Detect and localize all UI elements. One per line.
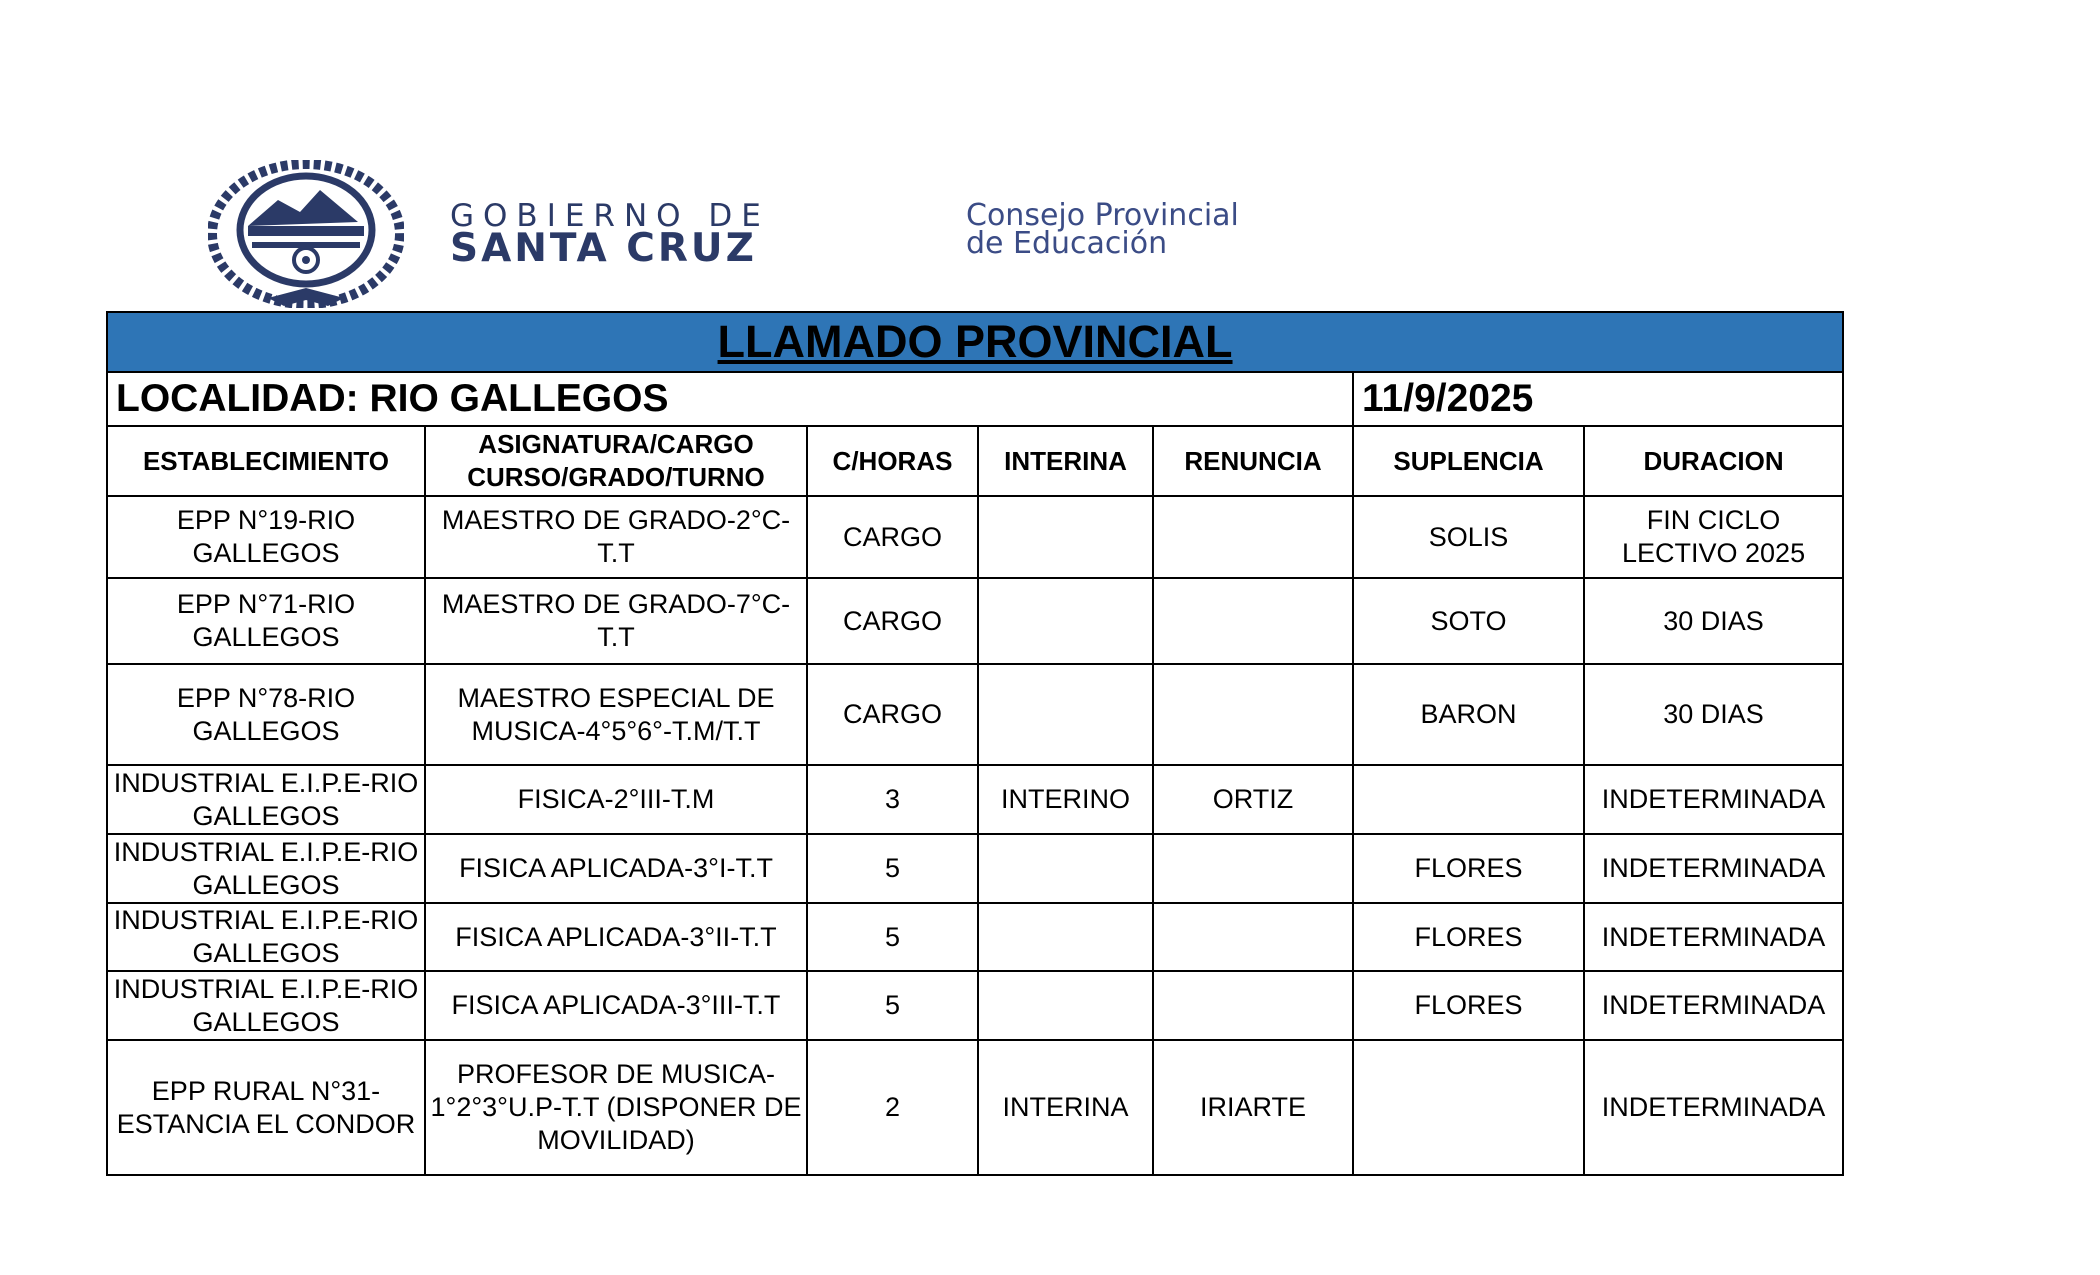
table-cell: ORTIZ [1153,765,1353,834]
table-cell: INDETERMINADA [1584,765,1843,834]
table-row [107,1040,1843,1175]
table-cell [1353,1040,1584,1175]
council-line-1: Consejo Provincial [966,198,1239,233]
table-row [107,971,1843,1040]
table-title: LLAMADO PROVINCIAL [107,312,1843,372]
council-line-2: de Educación [966,226,1168,261]
table-cell [978,971,1153,1040]
table-cell: 30 DIAS [1584,578,1843,664]
column-header: ASIGNATURA/CARGO CURSO/GRADO/TURNO [425,426,807,496]
column-header: C/HORAS [807,426,978,496]
table-cell: INTERINO [978,765,1153,834]
table-cell: INDETERMINADA [1584,1040,1843,1175]
table-row [107,834,1843,903]
column-header: ESTABLECIMIENTO [107,426,425,496]
table-row [107,664,1843,765]
table-cell: INDUSTRIAL E.I.P.E-RIO GALLEGOS [107,903,425,971]
llamado-table [106,311,1844,1176]
table-cell: CARGO [807,496,978,578]
table-cell [1153,496,1353,578]
table-cell [978,903,1153,971]
column-header: RENUNCIA [1153,426,1353,496]
table-cell [1153,971,1353,1040]
table-cell: PROFESOR DE MUSICA-1°2°3°U.P-T.T (DISPONER DE MOVILIDAD) [425,1040,807,1175]
document-header [0,0,2100,310]
table-cell: CARGO [807,578,978,664]
table-cell: 5 [807,834,978,903]
table-cell: MAESTRO DE GRADO-2°C-T.T [425,496,807,578]
table-cell [978,664,1153,765]
column-header: DURACION [1584,426,1843,496]
table-cell [978,834,1153,903]
table-cell: BARON [1353,664,1584,765]
government-name-bottom: SANTA CRUZ [450,226,757,271]
table-cell: 5 [807,971,978,1040]
government-name-top: GOBIERNO DE [450,198,770,234]
table-cell: EPP N°71-RIO GALLEGOS [107,578,425,664]
table-cell: FISICA-2°III-T.M [425,765,807,834]
table-cell: INDUSTRIAL E.I.P.E-RIO GALLEGOS [107,765,425,834]
table-cell: MAESTRO ESPECIAL DE MUSICA-4°5°6°-T.M/T.T [425,664,807,765]
table-cell: FLORES [1353,971,1584,1040]
table-cell [978,496,1153,578]
table-cell: FISICA APLICADA-3°III-T.T [425,971,807,1040]
table-cell: INDETERMINADA [1584,971,1843,1040]
table-cell: 5 [807,903,978,971]
provincial-seal-icon [208,160,404,308]
table-row [107,765,1843,834]
table-cell: INTERINA [978,1040,1153,1175]
locality-label: LOCALIDAD: RIO GALLEGOS [107,372,1353,426]
table-cell: INDETERMINADA [1584,903,1843,971]
table-cell: MAESTRO DE GRADO-7°C-T.T [425,578,807,664]
table-cell: FLORES [1353,834,1584,903]
table-cell: INDUSTRIAL E.I.P.E-RIO GALLEGOS [107,834,425,903]
table-cell: FISICA APLICADA-3°II-T.T [425,903,807,971]
table-cell [1153,834,1353,903]
table-cell: FIN CICLO LECTIVO 2025 [1584,496,1843,578]
table-cell: 2 [807,1040,978,1175]
table-cell: SOTO [1353,578,1584,664]
table-cell: INDETERMINADA [1584,834,1843,903]
table-cell: EPP N°19-RIO GALLEGOS [107,496,425,578]
table-cell [1153,578,1353,664]
column-header: INTERINA [978,426,1153,496]
publication-date: 11/9/2025 [1353,372,1843,426]
table-cell: 3 [807,765,978,834]
table-cell: EPP N°78-RIO GALLEGOS [107,664,425,765]
table-row [107,496,1843,578]
table-cell: CARGO [807,664,978,765]
table-cell [978,578,1153,664]
table-cell [1353,765,1584,834]
table-row [107,903,1843,971]
council-name [966,198,1239,261]
table-cell: 30 DIAS [1584,664,1843,765]
table-cell [1153,903,1353,971]
table-cell: FISICA APLICADA-3°I-T.T [425,834,807,903]
column-header: SUPLENCIA [1353,426,1584,496]
table-cell: EPP RURAL N°31-ESTANCIA EL CONDOR [107,1040,425,1175]
table-cell [1153,664,1353,765]
table-cell: SOLIS [1353,496,1584,578]
table-cell: IRIARTE [1153,1040,1353,1175]
table-cell: FLORES [1353,903,1584,971]
column-header-row [107,426,1843,496]
table-row [107,578,1843,664]
table-cell: INDUSTRIAL E.I.P.E-RIO GALLEGOS [107,971,425,1040]
